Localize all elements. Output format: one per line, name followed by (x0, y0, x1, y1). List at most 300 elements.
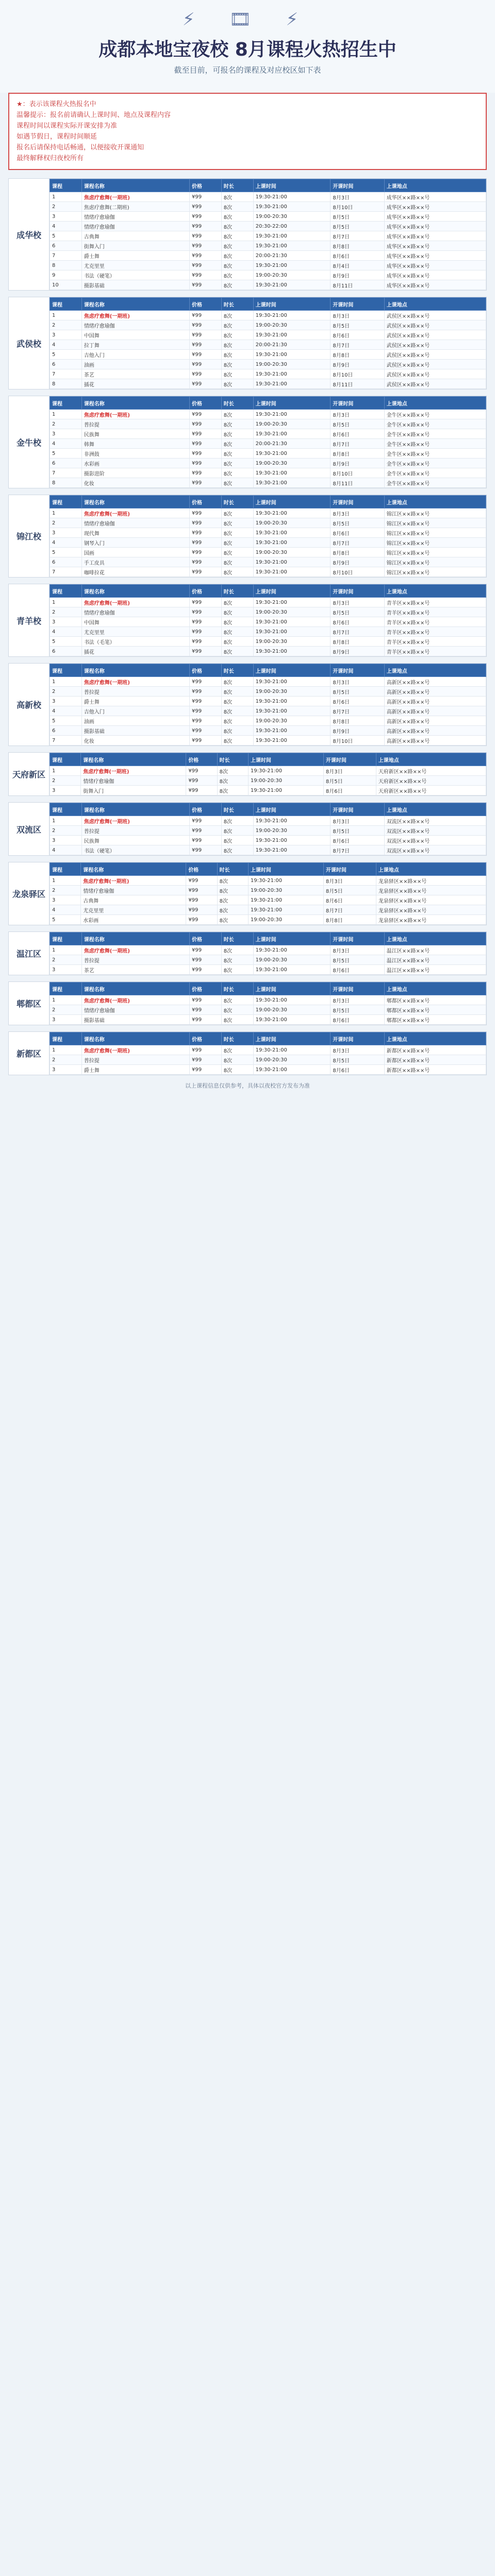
table-cell: 8月3日 (331, 509, 384, 518)
table-cell: ¥99 (189, 410, 221, 419)
table-cell: 8次 (221, 647, 253, 656)
table-header-cell: 价格 (186, 753, 217, 766)
table-header-cell: 上课时间 (253, 933, 331, 945)
table-row (50, 212, 486, 222)
table-row (50, 1015, 486, 1025)
table-header-cell: 上课时间 (253, 664, 331, 677)
table-cell: 8次 (221, 478, 253, 488)
table-row (50, 1055, 486, 1065)
table-row (50, 261, 486, 270)
table-cell: ¥99 (186, 905, 217, 915)
table-cell: 龙泉驿区××路××号 (376, 876, 486, 886)
table-header-cell: 价格 (189, 179, 221, 192)
table-cell: 武侯区××路××号 (384, 350, 486, 360)
table-row (50, 697, 486, 706)
table-cell: 情绪疗愈瑜伽 (81, 607, 189, 617)
table-cell: 8月11日 (331, 280, 384, 290)
table-cell: ¥99 (189, 202, 221, 212)
table-header-cell: 课程名称 (81, 664, 189, 677)
table-cell: 韩舞 (81, 439, 189, 449)
table-header-row (50, 179, 486, 192)
course-table (50, 932, 486, 975)
table-cell: 19:30-21:00 (253, 557, 331, 567)
header (0, 0, 495, 93)
table-row (50, 192, 486, 202)
table-header-cell: 上课时间 (253, 982, 331, 995)
table-cell: 8次 (221, 350, 253, 360)
table-row (50, 330, 486, 340)
table-cell: 8次 (221, 439, 253, 449)
table-cell: ¥99 (189, 360, 221, 369)
table-cell: 龙泉驿区××路××号 (376, 886, 486, 895)
campus-section (8, 981, 487, 1025)
table-row (50, 627, 486, 637)
table-header-row (50, 585, 486, 598)
table-cell: 情绪疗愈瑜伽 (81, 320, 189, 330)
table-cell: 温江区××路××号 (384, 965, 486, 975)
table-cell: ¥99 (189, 955, 221, 965)
table-header-row (50, 982, 486, 995)
table-header-cell: 上课地点 (384, 298, 486, 311)
table-row (50, 816, 486, 826)
table-header-row (50, 803, 486, 816)
table-cell: ¥99 (189, 627, 221, 637)
table-cell: 19:00-20:30 (248, 886, 323, 895)
table-header-cell: 上课地点 (384, 585, 486, 598)
table-cell: 4 (50, 627, 82, 637)
table-cell: 茶艺 (81, 369, 189, 379)
table-header-cell: 课程 (50, 753, 81, 766)
table-cell: 19:00-20:30 (253, 826, 331, 836)
campus-list (0, 178, 495, 1075)
table-row (50, 766, 486, 776)
table-header-cell: 开课时间 (331, 397, 384, 410)
table-cell: 5 (50, 915, 81, 925)
table-cell: 焦虑疗愈舞(一期班) (81, 410, 189, 419)
table-cell: ¥99 (189, 478, 221, 488)
table-cell: 19:30-21:00 (248, 895, 323, 905)
table-cell: 8次 (221, 222, 253, 231)
table-cell: 焦虑疗愈舞(一期班) (81, 598, 189, 607)
table-cell: 成华区××路××号 (384, 261, 486, 270)
table-header-cell: 课程名称 (81, 1032, 189, 1045)
table-cell: 摄影基础 (81, 280, 189, 290)
lightning-icon: ⚡ (182, 9, 209, 30)
table-cell: 8次 (221, 538, 253, 548)
table-cell: 1 (50, 876, 81, 886)
table-header-cell: 价格 (189, 496, 221, 509)
table-cell: 2 (50, 1005, 82, 1015)
table-header-cell: 开课时间 (331, 982, 384, 995)
table-cell: 8次 (221, 627, 253, 637)
table-cell: 19:30-21:00 (253, 280, 331, 290)
table-row (50, 637, 486, 647)
table-cell: 8月7日 (331, 340, 384, 350)
table-header-cell: 上课时间 (253, 397, 331, 410)
table-cell: 1 (50, 410, 82, 419)
table-cell: 8次 (221, 280, 253, 290)
table-header-cell: 上课地点 (376, 753, 486, 766)
table-cell: 19:00-20:30 (253, 687, 331, 697)
table-cell: 龙泉驿区××路××号 (376, 915, 486, 925)
table-header-row (50, 496, 486, 509)
table-header-cell: 上课时间 (248, 863, 323, 876)
table-header-cell: 时长 (217, 863, 248, 876)
table-row (50, 995, 486, 1005)
table-cell: 锦江区××路××号 (384, 528, 486, 538)
table-cell: 8次 (221, 261, 253, 270)
table-row (50, 222, 486, 231)
table-cell: ¥99 (189, 449, 221, 459)
table-cell: 8 (50, 261, 82, 270)
table-cell: 19:00-20:30 (253, 518, 331, 528)
table-row (50, 886, 486, 895)
table-cell: 1 (50, 677, 82, 687)
table-cell: 化妆 (81, 478, 189, 488)
table-cell: 双流区××路××号 (384, 826, 486, 836)
table-header-cell: 课程 (50, 298, 82, 311)
table-header-cell: 课程 (50, 664, 82, 677)
table-cell: ¥99 (189, 598, 221, 607)
table-cell: 3 (50, 617, 82, 627)
table-row (50, 876, 486, 886)
table-header-cell: 课程名称 (81, 863, 186, 876)
campus-section (8, 495, 487, 578)
table-header-cell: 时长 (221, 982, 253, 995)
table-cell: ¥99 (189, 261, 221, 270)
course-table (50, 982, 486, 1025)
table-row (50, 706, 486, 716)
table-cell: 焦虑疗愈舞(一期班) (81, 1045, 189, 1055)
table-cell: 19:30-21:00 (253, 528, 331, 538)
table-cell: 青羊区××路××号 (384, 598, 486, 607)
table-cell: 8月8日 (331, 637, 384, 647)
table-cell: 普拉提 (81, 955, 189, 965)
table-cell: 8月3日 (331, 816, 384, 826)
table-cell: 青羊区××路××号 (384, 627, 486, 637)
table-cell: 8次 (221, 1045, 253, 1055)
table-cell: 金牛区××路××号 (384, 468, 486, 478)
table-cell: 7 (50, 251, 82, 261)
table-cell: ¥99 (189, 222, 221, 231)
campus-name: 龙泉驿区 (9, 862, 50, 925)
table-cell: 8月10日 (331, 202, 384, 212)
table-cell: 19:30-21:00 (253, 330, 331, 340)
table-cell: ¥99 (189, 687, 221, 697)
table-cell: 19:30-21:00 (253, 1065, 331, 1075)
table-cell: 高新区××路××号 (384, 726, 486, 736)
table-cell: 8月3日 (331, 677, 384, 687)
table-cell: 拉丁舞 (81, 340, 189, 350)
table-row (50, 509, 486, 518)
table-cell: 焦虑疗愈舞(一期班) (81, 311, 189, 320)
table-cell: 成华区××路××号 (384, 202, 486, 212)
table-row (50, 617, 486, 627)
table-cell: 1 (50, 945, 82, 955)
table-cell: 2 (50, 826, 82, 836)
campus-section (8, 297, 487, 389)
table-header-cell: 开课时间 (331, 585, 384, 598)
table-cell: 8 (50, 478, 82, 488)
table-cell: 现代舞 (81, 528, 189, 538)
table-header-row (50, 298, 486, 311)
table-row (50, 518, 486, 528)
campus-name: 金牛校 (9, 396, 50, 488)
table-cell: 8月7日 (331, 538, 384, 548)
table-cell: 焦虑疗愈舞(一期班) (81, 945, 189, 955)
course-table (50, 753, 486, 795)
table-cell: 19:30-21:00 (253, 647, 331, 656)
table-cell: 情绪疗愈瑜伽 (81, 1005, 189, 1015)
table-cell: 19:30-21:00 (253, 538, 331, 548)
table-cell: 19:30-21:00 (253, 1045, 331, 1055)
table-cell: ¥99 (189, 538, 221, 548)
table-cell: 锦江区××路××号 (384, 567, 486, 577)
table-cell: 8次 (221, 826, 253, 836)
table-cell: 19:00-20:30 (253, 607, 331, 617)
table-cell: 8月9日 (331, 360, 384, 369)
table-cell: 手工皮具 (81, 557, 189, 567)
table-cell: 尤克里里 (81, 627, 189, 637)
table-header-cell: 上课地点 (384, 803, 486, 816)
table-cell: 8月11日 (331, 478, 384, 488)
table-cell: 8月3日 (331, 945, 384, 955)
table-cell: 6 (50, 557, 82, 567)
table-header-cell: 上课时间 (253, 803, 331, 816)
table-cell: 武侯区××路××号 (384, 311, 486, 320)
table-cell: 8次 (221, 697, 253, 706)
table-cell: 3 (50, 786, 81, 795)
table-header-cell: 上课地点 (384, 664, 486, 677)
table-cell: 19:00-20:30 (253, 270, 331, 280)
table-cell: 成华区××路××号 (384, 212, 486, 222)
header-icons (0, 9, 495, 30)
table-cell: ¥99 (189, 311, 221, 320)
table-cell: 3 (50, 836, 82, 845)
table-cell: ¥99 (189, 548, 221, 557)
table-row (50, 311, 486, 320)
table-header-cell: 课程名称 (81, 982, 189, 995)
table-cell: 油画 (81, 360, 189, 369)
table-cell: 成华区××路××号 (384, 231, 486, 241)
table-cell: ¥99 (189, 340, 221, 350)
table-header-cell: 课程名称 (81, 496, 189, 509)
table-cell: 民族舞 (81, 836, 189, 845)
table-header-cell: 时长 (217, 753, 248, 766)
table-cell: 8月5日 (323, 886, 376, 895)
table-cell: 8月6日 (331, 965, 384, 975)
table-cell: 7 (50, 468, 82, 478)
table-row (50, 955, 486, 965)
table-cell: 10 (50, 280, 82, 290)
table-cell: 19:30-21:00 (248, 766, 323, 776)
notice-line: 温馨提示：报名前请确认上课时间、地点及课程内容 (16, 111, 171, 119)
table-header-cell: 价格 (186, 863, 217, 876)
table-cell: 武侯区××路××号 (384, 340, 486, 350)
table-cell: 8 (50, 379, 82, 389)
table-cell: ¥99 (189, 826, 221, 836)
table-cell: 成华区××路××号 (384, 251, 486, 261)
table-cell: 8月8日 (331, 449, 384, 459)
table-cell: 3 (50, 528, 82, 538)
table-cell: 双流区××路××号 (384, 836, 486, 845)
table-cell: 情绪疗愈瑜伽 (81, 222, 189, 231)
table-cell: 3 (50, 895, 81, 905)
table-cell: 街舞入门 (81, 786, 186, 795)
table-cell: ¥99 (189, 706, 221, 716)
table-cell: ¥99 (189, 509, 221, 518)
table-cell: 8次 (221, 379, 253, 389)
notice-line: ★：表示该课程火热报名中 (16, 100, 96, 108)
table-cell: 19:30-21:00 (253, 945, 331, 955)
table-cell: 8月6日 (331, 1015, 384, 1025)
table-cell: 焦虑疗愈舞(一期班) (81, 192, 189, 202)
table-cell: 8月6日 (331, 330, 384, 340)
table-cell: 8月5日 (331, 212, 384, 222)
table-cell: ¥99 (189, 350, 221, 360)
table-cell: 8月8日 (331, 241, 384, 251)
table-cell: 水彩画 (81, 915, 186, 925)
table-cell: 尤克里里 (81, 261, 189, 270)
table-cell: 8月3日 (323, 766, 376, 776)
table-cell: 高新区××路××号 (384, 697, 486, 706)
table-row (50, 528, 486, 538)
table-cell: 8次 (217, 886, 248, 895)
table-cell: ¥99 (189, 845, 221, 855)
campus-name: 郫都区 (9, 982, 50, 1025)
table-cell: 8月6日 (331, 1065, 384, 1075)
table-cell: 19:30-21:00 (253, 736, 331, 745)
table-cell: 8次 (221, 836, 253, 845)
table-cell: 8月5日 (331, 607, 384, 617)
table-cell: 19:30-21:00 (253, 350, 331, 360)
table-row (50, 567, 486, 577)
table-cell: 情绪疗愈瑜伽 (81, 518, 189, 528)
table-cell: 7 (50, 736, 82, 745)
table-cell: 咖啡拉花 (81, 567, 189, 577)
table-cell: 5 (50, 548, 82, 557)
table-cell: 19:30-21:00 (253, 567, 331, 577)
table-cell: 8次 (221, 845, 253, 855)
table-cell: 8月5日 (331, 320, 384, 330)
table-cell: 武侯区××路××号 (384, 330, 486, 340)
table-cell: 1 (50, 192, 82, 202)
table-cell: 8次 (221, 459, 253, 468)
table-cell: ¥99 (189, 192, 221, 202)
table-header-cell: 时长 (221, 933, 253, 945)
table-cell: 8月5日 (323, 776, 376, 786)
table-header-cell: 上课时间 (253, 1032, 331, 1045)
table-row (50, 270, 486, 280)
table-cell: 19:30-21:00 (253, 845, 331, 855)
table-cell: 成华区××路××号 (384, 280, 486, 290)
table-header-cell: 开课时间 (323, 753, 376, 766)
table-cell: 新都区××路××号 (384, 1065, 486, 1075)
table-cell: 8月3日 (331, 410, 384, 419)
table-cell: 情绪疗愈瑜伽 (81, 776, 186, 786)
table-cell: 8月5日 (331, 955, 384, 965)
table-header-cell: 上课地点 (384, 397, 486, 410)
table-row (50, 845, 486, 855)
table-cell: 锦江区××路××号 (384, 518, 486, 528)
table-header-cell: 时长 (221, 397, 253, 410)
table-cell: ¥99 (186, 786, 217, 795)
table-cell: 8月7日 (323, 905, 376, 915)
table-row (50, 548, 486, 557)
table-cell: 8次 (221, 340, 253, 350)
table-header-cell: 价格 (189, 933, 221, 945)
table-cell: 8月9日 (331, 459, 384, 468)
table-cell: 8次 (221, 716, 253, 726)
table-cell: 20:00-21:30 (253, 251, 331, 261)
footer-note: 以上课程信息仅供参考，具体以夜校官方发布为准 (185, 1082, 310, 1089)
table-row (50, 598, 486, 607)
table-cell: 3 (50, 429, 82, 439)
table-cell: 1 (50, 311, 82, 320)
campus-name: 成华校 (9, 179, 50, 290)
table-cell: 8次 (221, 995, 253, 1005)
table-header-cell: 上课地点 (376, 863, 486, 876)
table-cell: 20:00-21:30 (253, 439, 331, 449)
table-cell: 1 (50, 766, 81, 776)
table-cell: 19:00-20:30 (253, 360, 331, 369)
table-cell: ¥99 (186, 915, 217, 925)
table-cell: ¥99 (189, 945, 221, 955)
course-table (50, 664, 486, 745)
table-row (50, 836, 486, 845)
table-cell: 8次 (221, 706, 253, 716)
table-cell: 8次 (221, 1015, 253, 1025)
table-cell: 8月4日 (331, 261, 384, 270)
table-cell: ¥99 (189, 528, 221, 538)
table-cell: 中国舞 (81, 617, 189, 627)
table-cell: 19:00-20:30 (253, 419, 331, 429)
table-cell: 8次 (221, 360, 253, 369)
table-cell: ¥99 (189, 836, 221, 845)
table-cell: 焦虑疗愈舞(一期班) (81, 677, 189, 687)
course-table (50, 179, 486, 290)
course-table (50, 1032, 486, 1075)
table-cell: 非洲鼓 (81, 449, 189, 459)
notice-line: 课程时间以课程实际开课安排为准 (16, 122, 118, 130)
table-cell: 8月9日 (331, 557, 384, 567)
table-cell: 8月3日 (331, 311, 384, 320)
table-cell: 6 (50, 241, 82, 251)
table-header-row (50, 863, 486, 876)
table-row (50, 726, 486, 736)
table-cell: 8次 (221, 1055, 253, 1065)
table-cell: 青羊区××路××号 (384, 607, 486, 617)
campus-section (8, 663, 487, 746)
table-cell: ¥99 (189, 379, 221, 389)
table-cell: 插花 (81, 647, 189, 656)
course-table (50, 495, 486, 577)
table-row (50, 360, 486, 369)
table-header-cell: 上课地点 (384, 933, 486, 945)
table-cell: 8次 (217, 895, 248, 905)
table-row (50, 776, 486, 786)
table-cell: 街舞入门 (81, 241, 189, 251)
table-cell: 龙泉驿区××路××号 (376, 895, 486, 905)
table-cell: 4 (50, 905, 81, 915)
table-cell: 8月10日 (331, 369, 384, 379)
table-cell: 武侯区××路××号 (384, 360, 486, 369)
table-cell: 5 (50, 716, 82, 726)
table-row (50, 945, 486, 955)
campus-section (8, 931, 487, 975)
table-row (50, 369, 486, 379)
course-table (50, 396, 486, 488)
